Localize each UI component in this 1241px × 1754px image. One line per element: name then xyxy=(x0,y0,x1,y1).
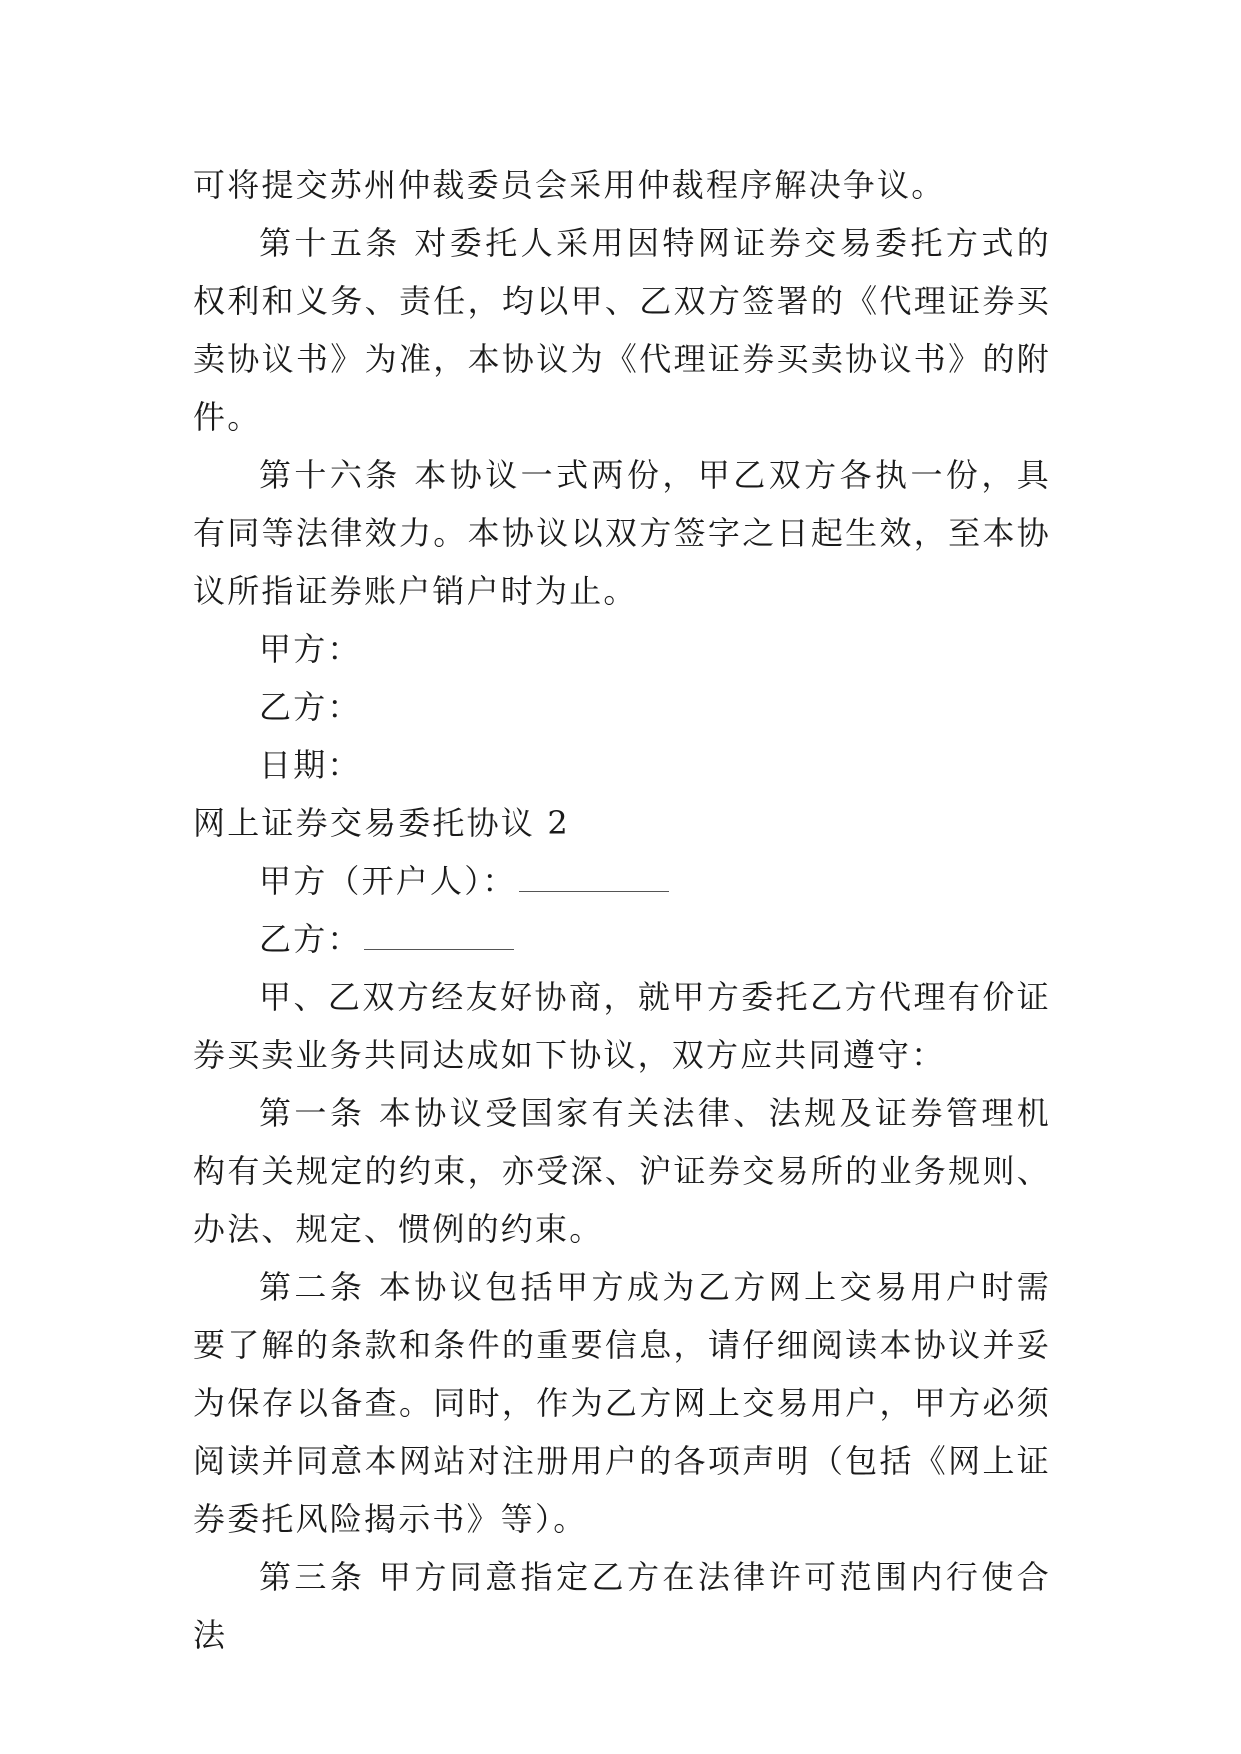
signature-date: 日期： xyxy=(259,746,362,784)
paragraph-article-3: 第三条 甲方同意指定乙方在法律许可范围内行使合法 xyxy=(193,1558,1051,1654)
paragraph-article-15: 第十五条 对委托人采用因特网证券交易委托方式的权利和义务、责任，均以甲、乙双方签署的《代理证券买卖协议书》为准，本协议为《代理证券买卖协议书》的附件。 xyxy=(193,224,1051,436)
signature-party-b: 乙方： xyxy=(259,688,362,726)
paragraph-arbitration-end: 可将提交苏州仲裁委员会采用仲裁程序解决争议。 xyxy=(193,166,946,204)
paragraph-article-1: 第一条 本协议受国家有关法律、法规及证券管理机构有关规定的约束，亦受深、沪证券交易所的业务规则、办法、规定、惯例的约束。 xyxy=(193,1094,1051,1248)
party-b-label: 乙方： xyxy=(259,920,362,958)
document-body xyxy=(193,156,1051,1664)
party-a-label: 甲方（开户人）： xyxy=(259,862,517,900)
signature-party-a: 甲方： xyxy=(259,630,362,668)
party-a-line xyxy=(193,852,1051,910)
party-b-line xyxy=(193,910,1051,968)
paragraph-article-2: 第二条 本协议包括甲方成为乙方网上交易用户时需要了解的条款和条件的重要信息，请仔细阅读本协议并妥为保存以备查。同时，作为乙方网上交易用户，甲方必须阅读并同意本网站对注册用户的各项声明（包括《网上证券委托风险揭示书》等）。 xyxy=(193,1268,1051,1538)
section-title: 网上证券交易委托协议 2 xyxy=(193,804,570,842)
paragraph-preamble: 甲、乙双方经友好协商，就甲方委托乙方代理有价证券买卖业务共同达成如下协议，双方应共同遵守： xyxy=(193,978,1051,1074)
party-b-blank xyxy=(364,927,514,950)
party-a-blank xyxy=(519,869,669,892)
paragraph-article-16: 第十六条 本协议一式两份，甲乙双方各执一份，具有同等法律效力。本协议以双方签字之日起生效，至本协议所指证券账户销户时为止。 xyxy=(193,456,1051,610)
